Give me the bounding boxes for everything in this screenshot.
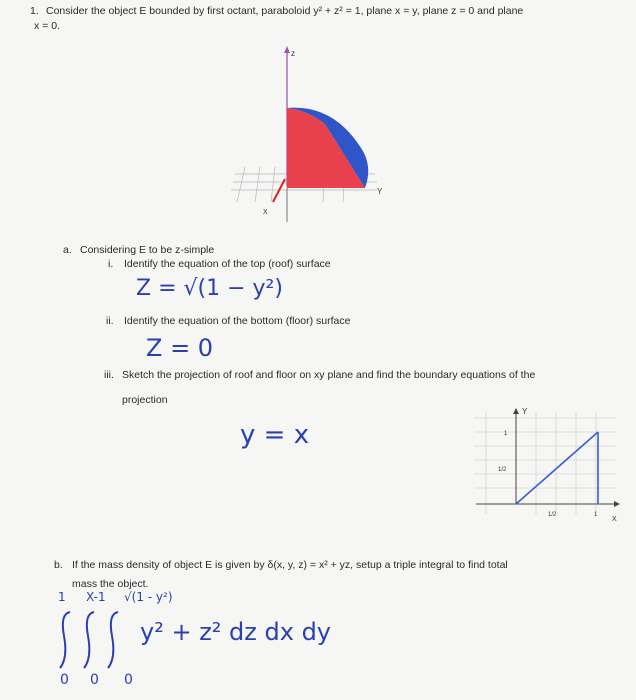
upper-limit-inner: √(1 - y²)	[124, 590, 173, 604]
item-iii-question-cont: projection	[122, 394, 168, 406]
tick-y-one: 1	[504, 431, 508, 437]
problem-number: 1.	[30, 5, 39, 17]
lower-limit-outer: 0	[60, 672, 69, 688]
triple-integral-signs	[56, 606, 136, 676]
item-i-question: Identify the equation of the top (roof) surface	[124, 258, 331, 270]
part-a-title: Considering E to be z-simple	[80, 244, 215, 256]
z-axis-arrow	[284, 46, 290, 53]
sketch-x-label: X	[612, 516, 617, 523]
y-axis-label: Y	[377, 187, 383, 196]
part-b-label: b.	[54, 559, 63, 571]
item-ii-numeral: ii.	[106, 315, 114, 327]
tick-y-half: 1/2	[498, 467, 507, 473]
problem-statement-line2: x = 0.	[34, 20, 60, 32]
lower-limit-inner: 0	[124, 672, 133, 688]
x-axis-label: X	[263, 209, 268, 216]
part-b-question-line1: If the mass density of object E is given by δ(x, y, z) = x² + yz, setup a triple integral to find total	[72, 559, 508, 571]
tick-x-half: 1/2	[548, 512, 557, 518]
integrand-expression: y² + z² dz dx dy	[140, 618, 332, 646]
upper-limit-middle: X-1	[86, 590, 106, 604]
sketch-y-arrow	[513, 408, 519, 414]
item-i-numeral: i.	[108, 258, 114, 270]
x-axis-red-segment	[273, 179, 285, 202]
projection-boundary-answer: y = x	[240, 420, 310, 450]
bottom-surface-answer: Z = 0	[146, 334, 214, 362]
item-iii-question: Sketch the projection of roof and floor on xy plane and find the boundary equations of the	[122, 369, 536, 381]
lower-limit-middle: 0	[90, 672, 99, 688]
sketch-grid	[474, 412, 616, 514]
part-a-label: a.	[63, 244, 72, 256]
tick-x-one: 1	[594, 512, 598, 518]
item-ii-question: Identify the equation of the bottom (floor) surface	[124, 315, 351, 327]
line-y-equals-x	[516, 432, 598, 504]
3d-region-figure	[225, 42, 400, 227]
item-iii-numeral: iii.	[104, 369, 114, 381]
projection-sketch	[466, 404, 626, 529]
sketch-y-label: Y	[522, 407, 528, 416]
top-surface-answer: Z = √(1 − y²)	[136, 276, 283, 301]
part-b-question-line2: mass the object.	[72, 578, 149, 590]
upper-limit-outer: 1	[58, 590, 66, 604]
z-axis-label: z	[291, 49, 295, 58]
sketch-x-arrow	[614, 501, 620, 507]
problem-statement-line1: Consider the object E bounded by first octant, paraboloid y² + z² = 1, plane x = y, plane z = 0 and plane	[46, 5, 524, 17]
